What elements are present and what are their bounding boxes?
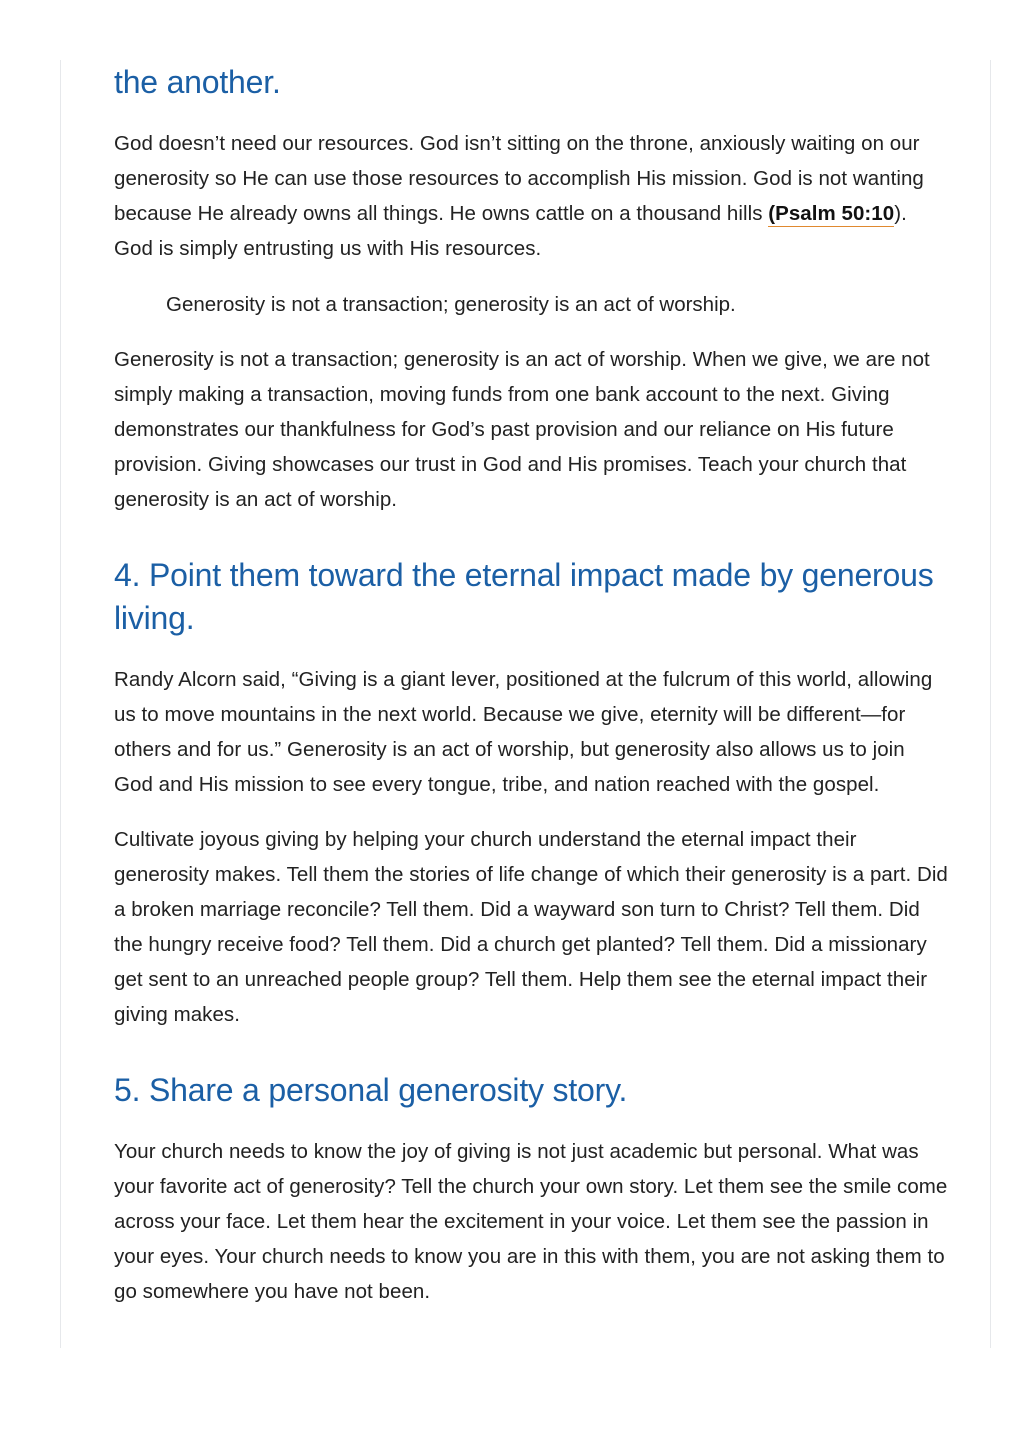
- paragraph-resources-tail: ). God is simply entrusting us with His resources.: [114, 202, 907, 260]
- paragraph-resources: [114, 126, 949, 266]
- paragraph-worship: Generosity is not a transaction; generosity is an act of worship. When we give, we are not simply making a transaction, moving funds from one bank account to the next. Giving demonstrates our thankfulness for God’s past provision and our reliance on His future provision. Giving showcases our trust in God and His promises. Teach your church that generosity is an act of worship.: [114, 348, 930, 511]
- paragraph-alcorn-quote: Randy Alcorn said, “Giving is a giant lever, positioned at the fulcrum of this world, allowing us to move mountains in the next world. Because we give, eternity will be different—for others and for us.” Generosity is an act of worship, but generosity also allows us to join God and His mission to see every tongue, tribe, and nation reached with the gospel.: [114, 668, 933, 796]
- article-content: [114, 58, 949, 1309]
- section-heading-eternal-impact: 4. Point them toward the eternal impact made by generous living.: [114, 557, 934, 636]
- paragraph-personal-story: Your church needs to know the joy of giving is not just academic but personal. What was your favorite act of generosity? Tell the church your own story. Let them see the smile come across your face. Let them hear the excitement in your voice. Let them see the passion in your eyes. Your church needs to know you are in this with them, you are not asking them to go somewhere you have not been.: [114, 1140, 948, 1303]
- paragraph-resources-text: God doesn’t need our resources. God isn’t sitting on the throne, anxiously waiting on our generosity so He can use those resources to accomplish His mission. God is not wanting because He already owns all things. He owns cattle on a thousand hills: [114, 132, 924, 225]
- paragraph-tell-them: Cultivate joyous giving by helping your church understand the eternal impact their generosity makes. Tell them the stories of life change of which their generosity is a part. Did a broken marriage reconcile? Tell them. Did a wayward son turn to Christ? Tell them. Did the hungry receive food? Tell them. Did a church get planted? Tell them. Did a missionary get sent to an unreached people group? Tell them. Help them see the eternal impact their giving makes.: [114, 828, 948, 1026]
- pull-quote: Generosity is not a transaction; generosity is an act of worship.: [166, 293, 736, 316]
- psalm-reference-link[interactable]: (Psalm 50:10: [768, 202, 895, 225]
- section-heading-personal-story: 5. Share a personal generosity story.: [114, 1072, 628, 1108]
- section-heading-continued: the another.: [114, 64, 281, 100]
